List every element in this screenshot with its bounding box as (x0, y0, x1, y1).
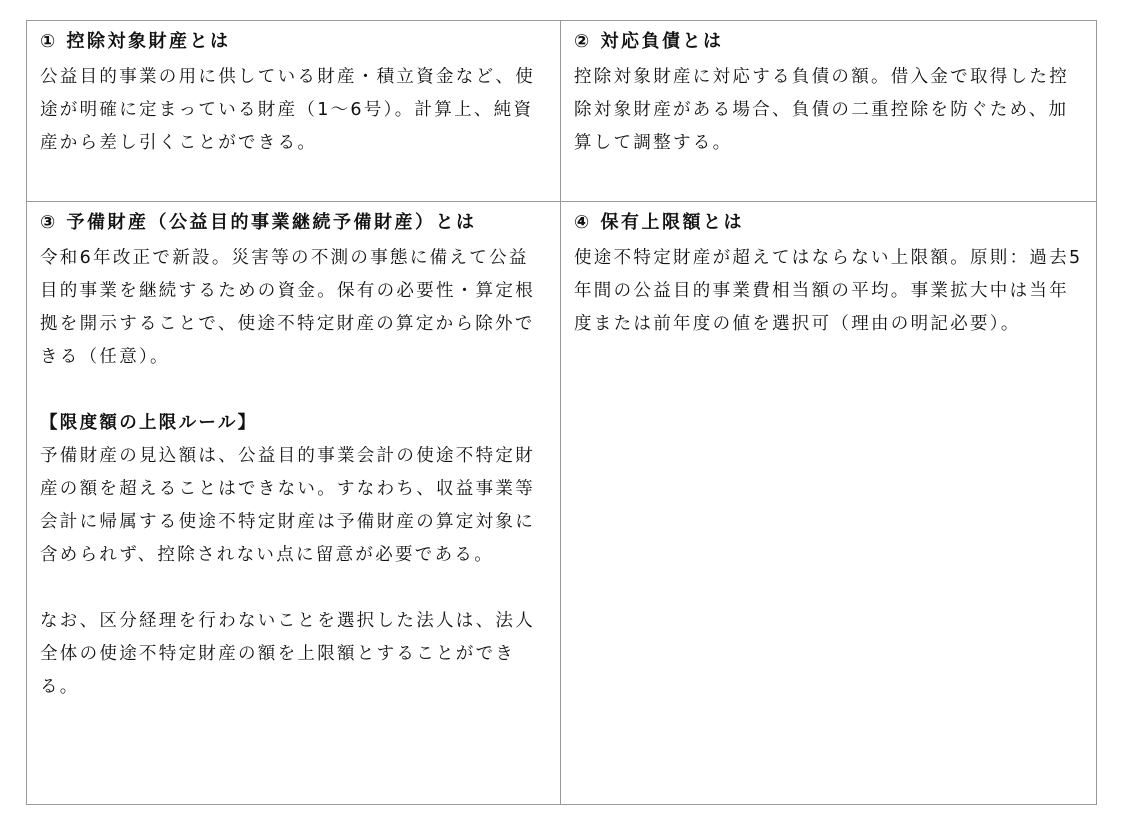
note-text: なお、区分経理を行わないことを選択した法人は、法人全体の使途不特定財産の額を上限額とすることができる。 (40, 611, 535, 697)
spacer (40, 374, 548, 407)
cell-holding-limit (561, 202, 1097, 805)
cell-title: ① 控除対象財産とは (40, 31, 231, 52)
cell-deductible-assets (27, 21, 561, 202)
table-row (27, 21, 1097, 202)
cell-title: ③ 予備財産（公益目的事業継続予備財産）とは (40, 212, 477, 233)
cell-reserve-assets (27, 202, 561, 805)
cell-body: 令和6年改正で新設。災害等の不測の事態に備えて公益目的事業を継続するための資金。保有の必要性・算定根拠を開示することで、使途不特定財産の算定から除外できる（任意）。 (40, 248, 535, 367)
table-row (27, 202, 1097, 805)
cell-body: 控除対象財産に対応する負債の額。借入金で取得した控除対象財産がある場合、負債の二重控除を防ぐため、加算して調整する。 (574, 67, 1069, 153)
spacer (40, 572, 548, 605)
limit-rule-heading: 【限度額の上限ルール】 (40, 413, 258, 433)
cell-body: 公益目的事業の用に供している財産・積立資金など、使途が明確に定まっている財産（1〜6号）。計算上、純資産から差し引くことができる。 (40, 67, 535, 153)
definitions-table (26, 20, 1097, 805)
cell-corresponding-liabilities (561, 21, 1097, 202)
cell-body: 使途不特定財産が超えてはならない上限額。原則：過去5年間の公益目的事業費相当額の平均。事業拡大中は当年度または前年度の値を選択可（理由の明記必要）。 (574, 248, 1083, 334)
limit-rule-text: 予備財産の見込額は、公益目的事業会計の使途不特定財産の額を超えることはできない。すなわち、収益事業等会計に帰属する使途不特定財産は予備財産の算定対象に含められず、控除されない点に留意が必要である。 (40, 446, 535, 565)
cell-title: ④ 保有上限額とは (574, 212, 745, 233)
cell-title: ② 対応負債とは (574, 31, 724, 52)
